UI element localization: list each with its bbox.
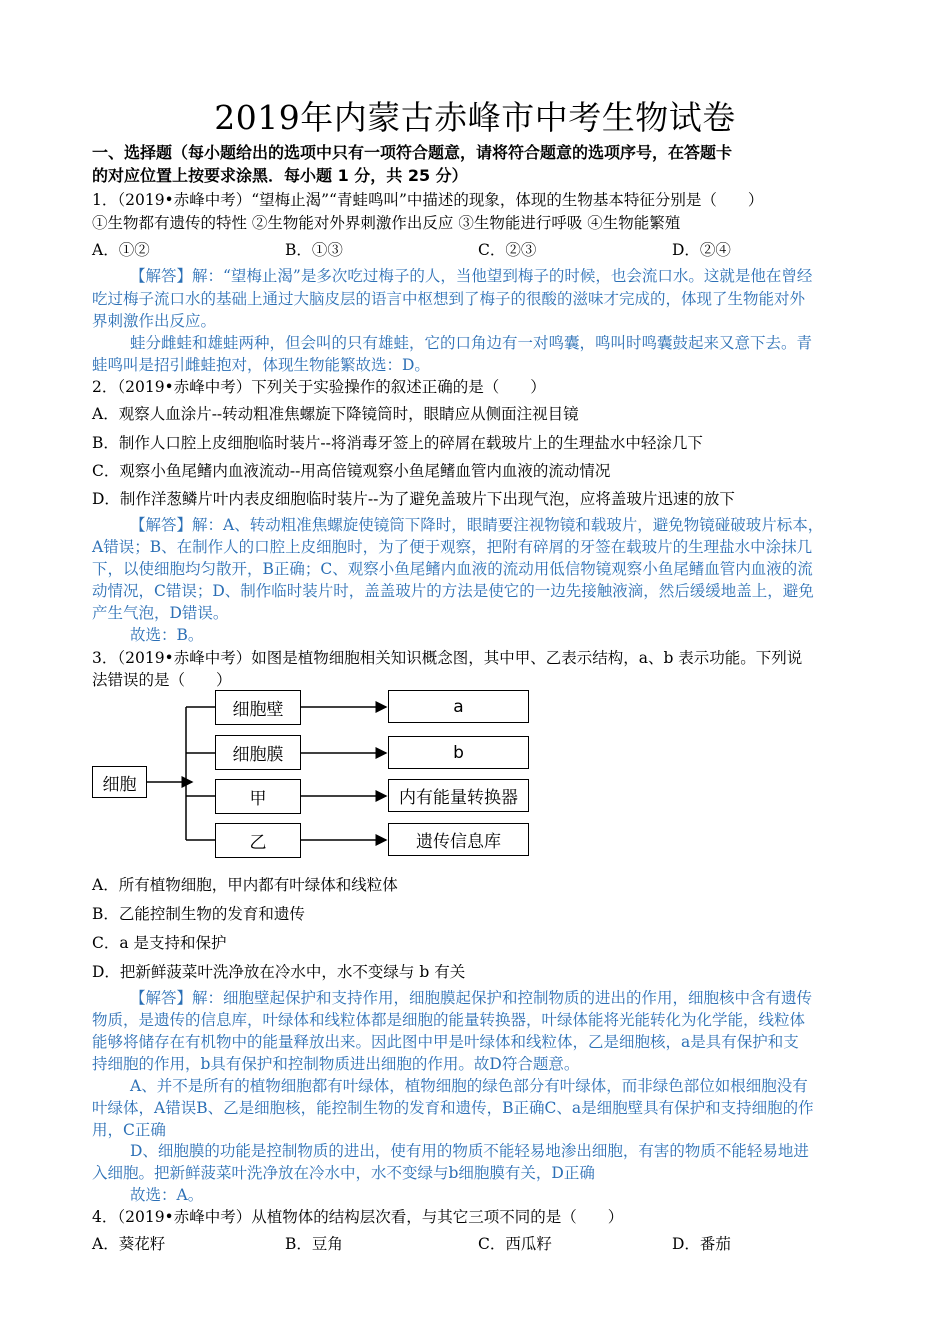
q4-stem: 4．（2019•赤峰中考）从植物体的结构层次看，与其它三项不同的是（ ） bbox=[92, 1208, 624, 1226]
q3-answer-line: 故选：A。 bbox=[130, 1186, 204, 1204]
q4-option-c: C．西瓜籽 bbox=[478, 1235, 552, 1253]
diagram-energy-converter: 内有能量转换器 bbox=[388, 779, 529, 812]
q1-option-d: D．②④ bbox=[672, 241, 731, 259]
q3-answer-line: 叶绿体，A错误B、乙是细胞核，能控制生物的发育和遗传，B正确C、a是细胞壁具有保护和支持细胞的作 bbox=[92, 1099, 814, 1117]
q1-answer-line: 蛙鸣叫是招引雌蛙抱对，体现生物能繁故选：D。 bbox=[92, 356, 430, 374]
q4-option-d: D．番茄 bbox=[672, 1235, 731, 1253]
q3-answer-line: 物质，是遗传的信息库，叶绿体和线粒体都是细胞的能量转换器，叶绿体能将光能转化为化学能，线粒体 bbox=[92, 1011, 806, 1029]
q3-answer-line: 【解答】解：细胞壁起保护和支持作用，细胞膜起保护和控制物质的进出的作用，细胞核中含有遗传 bbox=[130, 989, 813, 1007]
q1-items: ①生物都有遗传的特性 ②生物能对外界刺激作出反应 ③生物能进行呼吸 ④生物能繁殖 bbox=[92, 214, 681, 232]
q2-answer-line: 下，以使细胞均匀散开，B正确；C、观察小鱼尾鳍内血液的流动用低信物镜观察小鱼尾鳍血管内血液的流 bbox=[92, 560, 813, 578]
q2-answer-line: A错误；B、在制作人的口腔上皮细胞时，为了便于观察，把附有碎屑的牙签在载玻片的生理盐水中涂抹几 bbox=[92, 538, 813, 556]
q1-answer-line: 界刺激作出反应。 bbox=[92, 312, 217, 330]
diagram-structure-yi: 乙 bbox=[215, 823, 301, 858]
diagram-function-a: a bbox=[388, 690, 529, 723]
q3-answer-line: 用，C正确 bbox=[92, 1121, 166, 1139]
q2-option-b: B．制作人口腔上皮细胞临时装片--将消毒牙签上的碎屑在载玻片上的生理盐水中轻涂几下 bbox=[92, 434, 703, 452]
section-heading-line1: 一、选择题（每小题给出的选项中只有一项符合题意，请将符合题意的选项序号，在答题卡 bbox=[92, 143, 733, 162]
q3-option-b: B．乙能控制生物的发育和遗传 bbox=[92, 905, 305, 923]
q1-answer-line: 【解答】解：“望梅止渴”是多次吃过梅子的人，当他望到梅子的时候，也会流口水。这就是他在曾经 bbox=[130, 267, 813, 285]
q2-answer-line: 产生气泡，D错误。 bbox=[92, 604, 229, 622]
q2-option-d: D．制作洋葱鳞片叶内表皮细胞临时装片--为了避免盖玻片下出现气泡，应将盖玻片迅速的放下 bbox=[92, 490, 735, 508]
q3-stem-line1: 3．（2019•赤峰中考）如图是植物细胞相关知识概念图，其中甲、乙表示结构，a、b 表示功能。下列说 bbox=[92, 649, 803, 667]
q4-option-a: A．葵花籽 bbox=[92, 1235, 166, 1253]
diagram-genetic-library: 遗传信息库 bbox=[388, 823, 529, 856]
q1-stem: 1．（2019•赤峰中考）“望梅止渴”“青蛙鸣叫”中描述的现象，体现的生物基本特征分别是（ ） bbox=[92, 191, 764, 209]
q1-option-c: C．②③ bbox=[478, 241, 537, 259]
q3-answer-line: A、并不是所有的植物细胞都有叶绿体，植物细胞的绿色部分有叶绿体，而非绿色部位如根细胞没有 bbox=[130, 1077, 808, 1095]
q3-option-a: A．所有植物细胞，甲内都有叶绿体和线粒体 bbox=[92, 876, 398, 894]
page-title: 2019年内蒙古赤峰市中考生物试卷 bbox=[214, 98, 736, 137]
diagram-cell-membrane: 细胞膜 bbox=[215, 735, 301, 770]
q3-stem-line2: 法错误的是（ ） bbox=[92, 671, 232, 689]
q2-stem: 2．（2019•赤峰中考）下列关于实验操作的叙述正确的是（ ） bbox=[92, 378, 546, 396]
q1-option-b: B．①③ bbox=[285, 241, 343, 259]
q2-answer-line: 动情况，C错误；D、制作临时装片时，盖盖玻片的方法是使它的一边先接触液滴，然后缓缓地盖上，避免 bbox=[92, 582, 814, 600]
q3-answer-line: 持细胞的作用，b具有保护和控制物质进出细胞的作用。故D符合题意。 bbox=[92, 1055, 580, 1073]
q3-answer-line: 入细胞。把新鲜菠菜叶洗净放在冷水中，水不变绿与b细胞膜有关，D正确 bbox=[92, 1164, 595, 1182]
q3-option-d: D．把新鲜菠菜叶洗净放在冷水中，水不变绿与 b 有关 bbox=[92, 963, 466, 981]
q2-answer-line: 故选：B。 bbox=[130, 626, 204, 644]
q2-option-a: A．观察人血涂片--转动粗准焦螺旋下降镜筒时，眼睛应从侧面注视目镜 bbox=[92, 405, 579, 423]
diagram-cell-wall: 细胞壁 bbox=[215, 690, 301, 725]
q3-answer-line: D、细胞膜的功能是控制物质的进出，使有用的物质不能轻易地渗出细胞，有害的物质不能轻易地进 bbox=[130, 1142, 809, 1160]
q4-option-b: B．豆角 bbox=[285, 1235, 343, 1253]
section-heading-line2: 的对应位置上按要求涂黑．每小题 1 分，共 25 分） bbox=[92, 166, 468, 185]
diagram-root-cell: 细胞 bbox=[92, 766, 147, 798]
q1-answer-line: 蛙分雌蛙和雄蛙两种，但会叫的只有雄蛙，它的口角边有一对鸣囊，鸣叫时鸣囊鼓起来又意下去。青 bbox=[130, 334, 813, 352]
q2-answer-line: 【解答】解：A、转动粗准焦螺旋使镜筒下降时，眼睛要注视物镜和载玻片，避免物镜碰破玻片标本， bbox=[130, 516, 824, 534]
diagram-function-b: b bbox=[388, 736, 529, 769]
q3-option-c: C．a 是支持和保护 bbox=[92, 934, 227, 952]
q1-answer-line: 吃过梅子流口水的基础上通过大脑皮层的语言中枢想到了梅子的很酸的滋味才完成的，体现了生物能对外 bbox=[92, 290, 806, 308]
q1-option-a: A．①② bbox=[92, 241, 150, 259]
q2-option-c: C．观察小鱼尾鳍内血液流动--用高倍镜观察小鱼尾鳍血管内血液的流动情况 bbox=[92, 462, 611, 480]
diagram-structure-jia: 甲 bbox=[215, 779, 301, 814]
q3-answer-line: 能够将储存在有机物中的能量释放出来。因此图中甲是叶绿体和线粒体，乙是细胞核，a是具有保护和支 bbox=[92, 1033, 799, 1051]
